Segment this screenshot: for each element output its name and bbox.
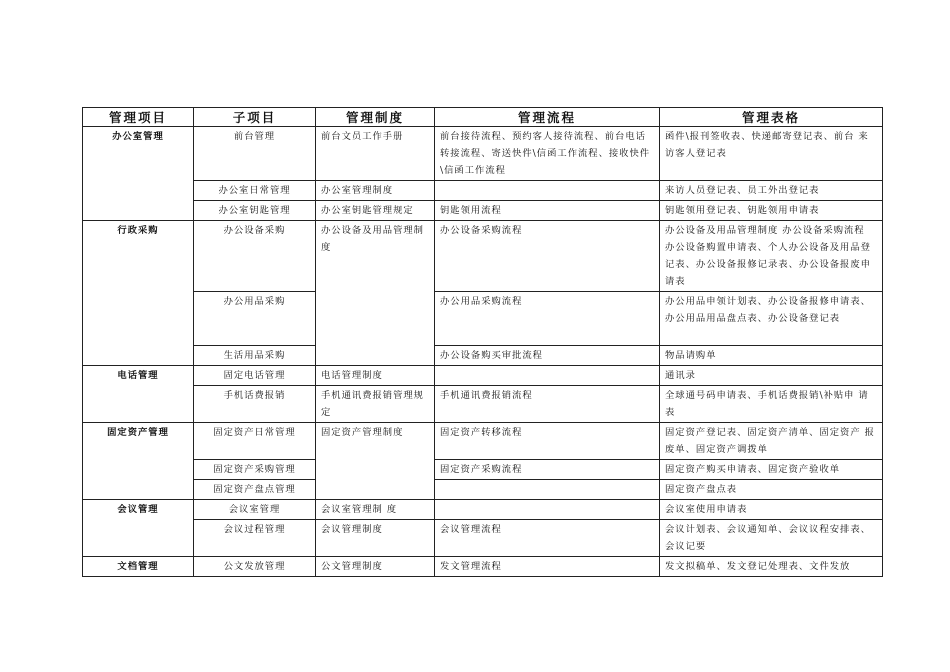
header-cell: 管理表格 (660, 108, 883, 127)
subitem-cell: 办公室钥匙管理 (194, 201, 316, 221)
management-table (82, 107, 883, 577)
header-row (83, 108, 883, 127)
flow-cell: 钥匙领用流程 (435, 201, 660, 221)
table-row (83, 480, 883, 500)
forms-cell: 办公设备及用品管理制度 办公设备采购流程 办公设备购置申请表、个人办公设备及用品登记表、办公设备报修记录表、办公设备报废申请表 (660, 221, 883, 292)
forms-cell: 全球通号码申请表、手机话费报销\补贴申 请表 (660, 386, 883, 423)
table-row (83, 201, 883, 221)
flow-cell (435, 366, 660, 386)
forms-cell: 固定资产盘点表 (660, 480, 883, 500)
category-cell: 办公室管理 (83, 127, 194, 221)
forms-cell: 来访人员登记表、员工外出登记表 (660, 181, 883, 201)
flow-cell: 手机通讯费报销流程 (435, 386, 660, 423)
header-cell: 子项目 (194, 108, 316, 127)
system-cell: 手机通讯费报销管理规定 (316, 386, 435, 423)
forms-cell: 函件\报刊签收表、快递邮寄登记表、前台 来访客人登记表 (660, 127, 883, 181)
forms-cell: 固定资产登记表、固定资产清单、固定资产 报废单、固定资产调拨单 (660, 423, 883, 460)
system-cell: 公文管理制度 (316, 557, 435, 577)
system-cell: 前台文员工作手册 (316, 127, 435, 181)
subitem-cell: 办公设备采购 (194, 221, 316, 292)
table-row (83, 520, 883, 557)
table-row (83, 386, 883, 423)
system-cell: 办公设备及用品管理制度 (316, 221, 435, 366)
category-cell: 行政采购 (83, 221, 194, 366)
subitem-cell: 办公室日常管理 (194, 181, 316, 201)
subitem-cell: 手机话费报销 (194, 386, 316, 423)
forms-cell: 会议室使用申请表 (660, 500, 883, 520)
flow-cell (435, 181, 660, 201)
system-cell: 固定资产管理制度 (316, 423, 435, 500)
forms-cell: 发文拟稿单、发文登记处理表、文件发放 (660, 557, 883, 577)
header-cell: 管理流程 (435, 108, 660, 127)
forms-cell: 固定资产购买申请表、固定资产验收单 (660, 460, 883, 480)
flow-cell: 前台接待流程、预约客人接待流程、前台电话转接流程、寄送快件\信函工作流程、接收快件\信函工作流程 (435, 127, 660, 181)
category-cell: 固定资产管理 (83, 423, 194, 500)
flow-cell: 固定资产采购流程 (435, 460, 660, 480)
table-row (83, 221, 883, 292)
category-cell: 电话管理 (83, 366, 194, 423)
subitem-cell: 会议室管理 (194, 500, 316, 520)
subitem-cell: 会议过程管理 (194, 520, 316, 557)
table-row (83, 557, 883, 577)
flow-cell: 办公用品采购流程 (435, 292, 660, 346)
forms-cell: 办公用品申领计划表、办公设备报修申请表、办公用品用品盘点表、办公设备登记表 (660, 292, 883, 346)
system-cell: 办公室钥匙管理规定 (316, 201, 435, 221)
flow-cell: 办公设备采购流程 (435, 221, 660, 292)
flow-cell (435, 480, 660, 500)
category-cell: 会议管理 (83, 500, 194, 557)
category-cell: 文档管理 (83, 557, 194, 577)
forms-cell: 会议计划表、会议通知单、会议议程安排表、会议记要 (660, 520, 883, 557)
flow-cell: 会议管理流程 (435, 520, 660, 557)
flow-cell: 发文管理流程 (435, 557, 660, 577)
header-cell: 管理制度 (316, 108, 435, 127)
system-cell: 会议管理制度 (316, 520, 435, 557)
flow-cell: 办公设备购买审批流程 (435, 346, 660, 366)
subitem-cell: 固定资产盘点管理 (194, 480, 316, 500)
table-row (83, 500, 883, 520)
flow-cell (435, 500, 660, 520)
table-row (83, 346, 883, 366)
table-row (83, 181, 883, 201)
system-cell: 会议室管理制 度 (316, 500, 435, 520)
header-cell: 管理项目 (83, 108, 194, 127)
subitem-cell: 前台管理 (194, 127, 316, 181)
system-cell: 办公室管理制度 (316, 181, 435, 201)
subitem-cell: 办公用品采购 (194, 292, 316, 346)
table-row (83, 292, 883, 346)
table-row (83, 366, 883, 386)
table-row (83, 127, 883, 181)
system-cell: 电话管理制度 (316, 366, 435, 386)
subitem-cell: 固定电话管理 (194, 366, 316, 386)
table-row (83, 423, 883, 460)
forms-cell: 钥匙领用登记表、钥匙领用申请表 (660, 201, 883, 221)
subitem-cell: 公文发放管理 (194, 557, 316, 577)
table-row (83, 460, 883, 480)
subitem-cell: 固定资产采购管理 (194, 460, 316, 480)
flow-cell: 固定资产转移流程 (435, 423, 660, 460)
subitem-cell: 固定资产日常管理 (194, 423, 316, 460)
forms-cell: 通讯录 (660, 366, 883, 386)
forms-cell: 物品请购单 (660, 346, 883, 366)
subitem-cell: 生活用品采购 (194, 346, 316, 366)
